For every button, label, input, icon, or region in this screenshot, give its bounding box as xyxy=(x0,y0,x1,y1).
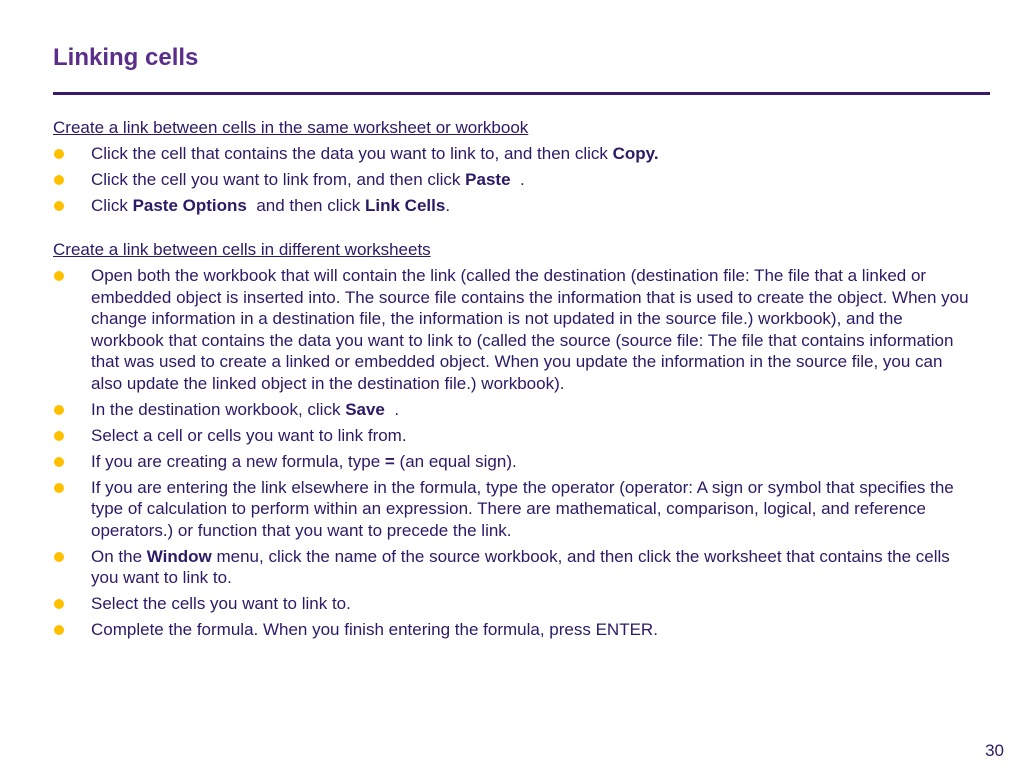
bullet-icon xyxy=(54,431,64,441)
section-heading-different-worksheets: Create a link between cells in different worksheets xyxy=(53,240,431,259)
item-bold-text: Paste xyxy=(465,170,511,189)
list-item xyxy=(53,143,973,165)
item-bold-text: Paste Options xyxy=(132,196,247,215)
item-text: If you are entering the link elsewhere in the formula, type the operator (operator: A sign or symbol that specifies the type of calculation to perform within an expression. There are mathematical, comparison, logical, and reference operators.) or function that you want to precede the link. xyxy=(91,477,954,540)
list-item xyxy=(53,399,973,421)
item-bold-text: Link Cells xyxy=(365,196,446,215)
item-text: Select the cells you want to link to. xyxy=(91,594,351,613)
list-item xyxy=(53,169,973,191)
item-bold-text: Window xyxy=(146,546,212,566)
bullet-icon xyxy=(54,599,64,609)
list-item xyxy=(53,265,973,394)
item-text: Click the cell you want to link from, and then click xyxy=(91,170,466,189)
item-text: Select a cell or cells you want to link from. xyxy=(91,425,407,445)
bullet-icon xyxy=(54,175,64,185)
item-text: . xyxy=(510,170,525,189)
list-item xyxy=(53,195,973,217)
section-heading-same-worksheet: Create a link between cells in the same worksheet or workbook xyxy=(53,118,529,137)
item-text: menu, click the name of the source workbook, and then click the worksheet that contains the cells you want to link to. xyxy=(91,546,950,587)
bullet-icon xyxy=(54,271,64,281)
item-text: Complete the formula. When you finish entering the formula, press ENTER. xyxy=(91,620,658,639)
bullet-icon xyxy=(54,552,64,562)
item-text: Open both the workbook that will contain the link (called the destination (destination file: The file that a linked or embedded object is inserted into. The source file contains the information that is used to create the object. When you change information in a destination file, the information is not updated in the source file.) workbook), and the workbook that contains the data you want to link to (called the source (source file: The file that contains information that was used to create a linked or embedded object. When you update the information in the source file, you can also update the linked object in the destination file.) workbook). xyxy=(91,266,969,393)
item-text: If you are creating a new formula, type xyxy=(91,451,385,471)
item-text: . xyxy=(445,196,451,215)
section-spacer xyxy=(53,221,973,239)
title-divider xyxy=(53,92,990,95)
bullet-icon xyxy=(54,483,64,493)
bullet-list-different-worksheets xyxy=(53,265,973,641)
item-text: Click the cell that contains the data you want to link to, and then click xyxy=(91,144,613,163)
item-text: and then click xyxy=(246,196,365,215)
slide-content xyxy=(53,117,973,645)
item-text: Click xyxy=(91,196,133,215)
bullet-icon xyxy=(54,457,64,467)
list-item xyxy=(53,425,973,447)
bullet-icon xyxy=(54,625,64,635)
slide-title: Linking cells xyxy=(53,44,199,71)
bullet-icon xyxy=(54,149,64,159)
item-text: On the xyxy=(91,546,147,566)
item-text: (an equal sign). xyxy=(394,451,517,471)
item-bold-text: Save xyxy=(345,399,385,419)
list-item xyxy=(53,451,973,473)
bullet-list-same-worksheet xyxy=(53,143,973,217)
item-bold-text: Copy. xyxy=(612,144,659,163)
bullet-icon xyxy=(54,201,64,211)
list-item xyxy=(53,593,973,615)
page-number: 30 xyxy=(985,741,1004,760)
bullet-icon xyxy=(54,405,64,415)
item-text: . xyxy=(384,399,400,419)
list-item xyxy=(53,546,973,589)
list-item xyxy=(53,619,973,641)
item-text: In the destination workbook, click xyxy=(91,399,346,419)
item-bold-text: = xyxy=(384,451,395,471)
list-item xyxy=(53,477,973,542)
